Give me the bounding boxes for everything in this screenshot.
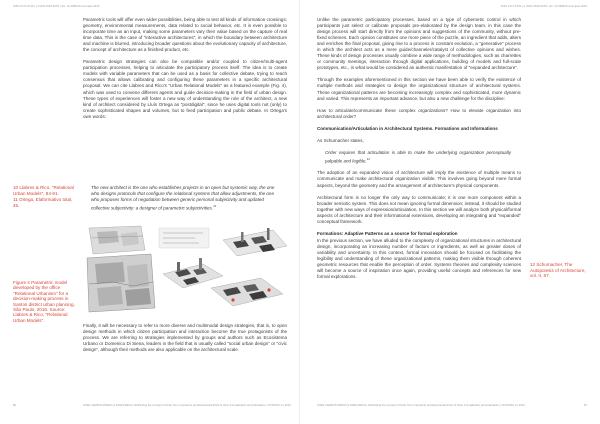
right-paragraph-3: How to articulate/communicate these complex organizations? How to elevate organization into architectural order? [317,107,521,119]
footnote-ref-11: 11 [213,204,217,209]
right-intro: As Schumacher states, [317,137,364,143]
right-paragraph-5: Architectural form is no longer the only way to communicate; it is one more component within a broader semiotic system. This does not mean ignoring formal dimension; instead, it should be studied together with new ways of expression/articulation. In this section we will analyze both physical/formal aspects of architecture and their informational extensions, developing an integrating and "expanded" conceptual framework. [317,194,521,224]
schumacher-quote-text: Order requires that articulation is able to make the underlying organization perceptually palpable and legible. [325,149,511,164]
ortega-quote-text: The new architect is the one who establishes projects in an open but systemic way, the one who designs protocols that configure the relational systems that allow adjustments, the one who proposes forms of negotiation between generic personal subjectivity and updated collective subjectivity: a designer of parametric subjectivities. [91,185,275,211]
left-lower-column [83,323,287,359]
right-paragraph-6: In the previous section, we have alluded to the complexity of organizational structures in architectural design, incorporating an increasing number of factors or ingredients, as well as greater doses of variability and uncertainty. In this context, formal innovation should be focused on facilitating the legibility and understanding of these organizational patterns, making them visible through coherent geometric resources that enable the perception of order. Systems theories and complexity sciences will become a source of inspiration once again, providing useful concepts and references for new formal explorations. [317,237,521,280]
left-paragraph-1: Parametric tools will offer even wider possibilities, being able to test all kinds of information crossings: geometry, environmental measurements, data related to social behavior, etc. It is even possible to incorporate time as an input, making some parameters vary their value based on the capture of real time data. This is the case of "interactive architectures", in which the boundary between architecture and machine is blurred, introducing broader questions about the evolutionary capacity of architecture, the concept of architecture as a finished product, etc. [83,17,287,53]
schumacher-quote [325,150,511,165]
figure-4-caption: Figure 4 Parametric model developed by the office "Relational Urbanism" for a decision-making process in Santos district urban planning, São Paulo, 2016. Source: Llabres & Rico, "Relational Urban Models". [13,280,75,323]
right-paragraph-1: Unlike the parametric participatory processes, based on a type of cybernetic control in which participants just select or calibrate proposals pre-elaborated by the design team, in this case the design process will start directly from the opinions and suggestions of the community, without pre-fixed schemes. Each opinion constitutes one more piece of the puzzle, an ingredient that adds, alters and enriches the final proposal, giving rise to a process in constant evolution, a "generative" process in which the architect acts as a mere guide/channeler/catalyst of collective opinions and wishes. These kinds of design processes usually combine a wide range of methodologies, such as charrettes or community meetings, interaction through digital applications, building of models and full-scale prototypes, etc., in what would be considered an authentic manifestation of "expanded architecture". [317,17,521,71]
figure-4-parametric-model [83,224,289,316]
right-running-header: ISSN 2171-6749 | e-ISSN 2530-8478 | doi: 10.4995/vitruvio-ijats.2019 [500,5,587,8]
right-paragraph-4: The adoption of an expanded vision of architecture will imply the existence of multiple means to communicate and make architectural organization visible. This involves going beyond mere formal aspects, beyond the geometry and the arrangement of architecture's physical components. [317,170,521,188]
section-heading-formations: Formations: Adaptive Patterns as a source for formal exploration [317,230,458,236]
left-running-header: ISSN 2171-6749 | e-ISSN 2530-8478 | doi: 10.4995/vitruvio-ijats.2019 [13,5,100,8]
left-footer: JOSE CAMPOS PARDO & DIANA ERICA, Rethinking the concept of Order from a Systemic and Experiential Point of View: Formalization and Articulation | VITRUVIO 4 | 2019 [83,404,291,407]
right-paragraph-2: Through the examples aforementioned in this section we have been able to verify the existence of multiple methods and strategies to design the organizational structure of architectural systems. These organizational patterns are becoming increasingly complex and sophisticated, more dynamic and varied. This represents an important advance, but also a new challenge for the discipline: [317,77,521,101]
footnote-11: 11 Ortega, Elaformativo total, 45. [13,197,73,208]
left-main-column [83,17,287,126]
left-paragraph-2: Parametric design strategies can also be compatible and/or coupled to citizen/multi-agent participation processes, helping to articulate the participatory process itself. The idea is to create models with variable parameters that can be used as a basis for collective debate, trying to reach consensus that allows calibrating and configuring these parameters in a specific architectural proposal. We can cite Llabres and Rico's "Urban Relational Models" as a featured example (Fig. 4), which was used to convene different agents and guide decision-making in the field of urban design. These types of experiences will foster a new way of understanding the role of the architect, a new kind of architect considered by Lluís Ortega as "postdigital", since he uses digital tools not (only) to create sophisticated shapes and volumes, but to feed participation and public debate. In Ortega's own words: [83,59,287,119]
footnote-10: 10 Llabres & Rico, "Relational Urban Models", 84-91. [13,185,74,196]
left-block-quote [91,185,279,212]
left-paragraph-3: Finally, it will be necessary to refer to more diverse and multimodal design strategies, that is, to open design methods in which citizen participation and interaction become the true protagonists of the process. We are referring to strategies implemented by groups and authors such as Ecosistema Urbano or Domenico Di Siena, leaders in the field that is usually called "social urban design" or "civic design", although their methods are also applicable on the architectural scale. [83,323,287,353]
right-footer: JOSE CAMPOS PARDO & DIANA ERICA, Rethinking the concept of Order from a Systemic and Experiential Point of View: Formalization and Articulation | VITRUVIO 4 | 2019 [317,404,525,407]
left-page-number: 86 [13,404,16,407]
section-heading-communication: Communication/Articulation in Architectural Systems. Formations and Informations [317,125,498,131]
right-page-number: 87 [584,404,587,407]
figure-legend [159,228,209,248]
figure-map-panel-main [87,254,155,312]
footnote-ref-12: 12 [366,156,371,161]
footnote-12: 12 Schumacher, The Autopoiesis of Architecture, vol. II, 87. [530,262,586,279]
figure-map-panel-top [89,226,145,254]
right-main-column [317,17,521,286]
